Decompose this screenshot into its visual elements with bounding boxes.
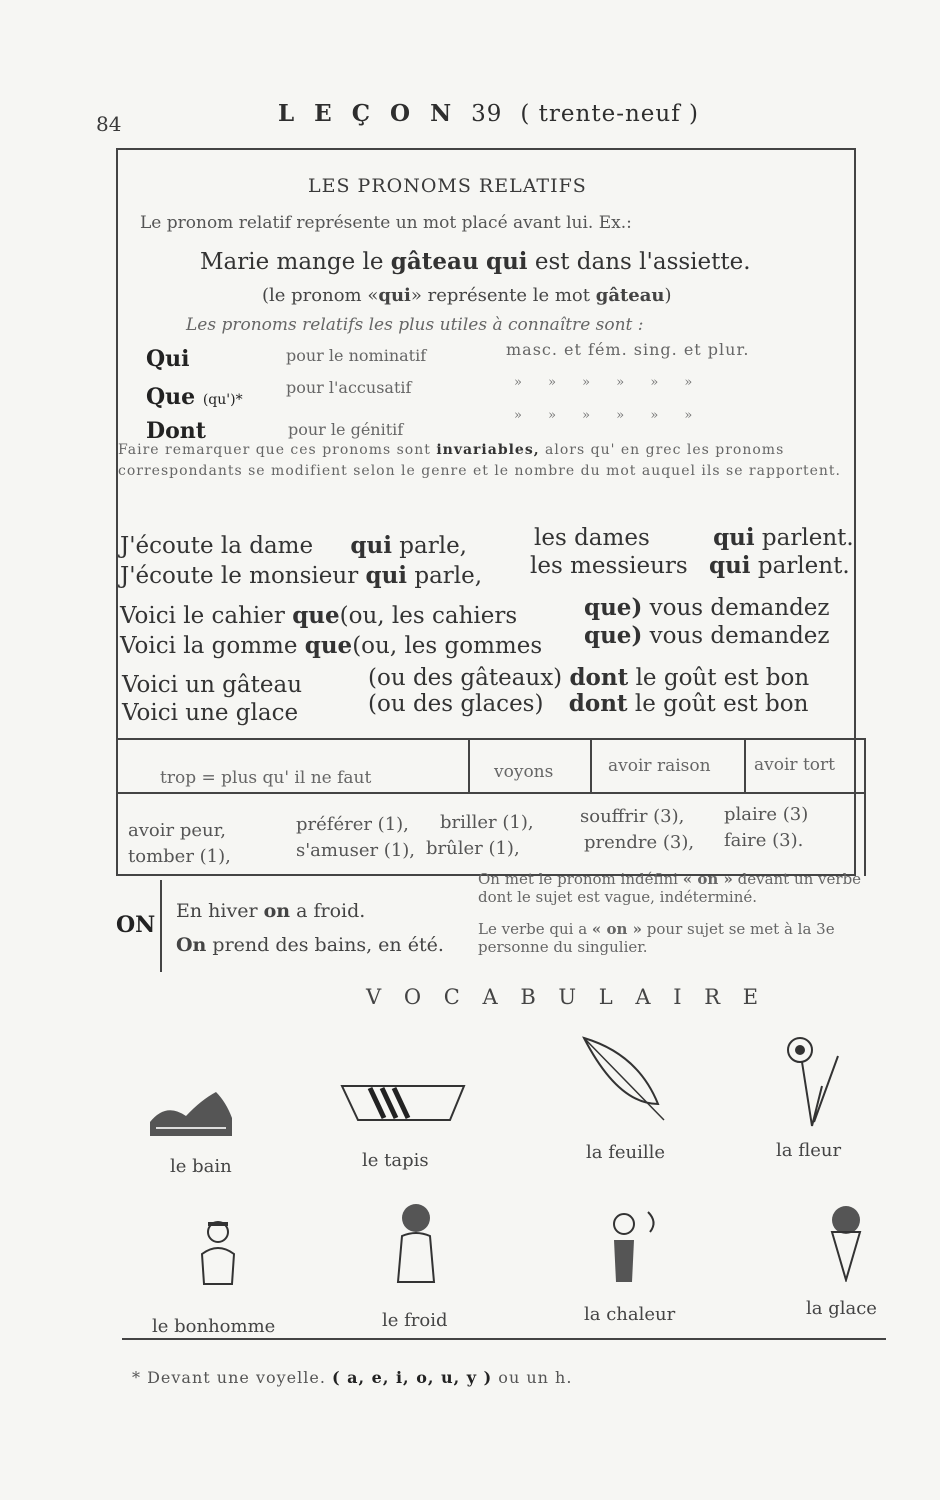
sentence-a-bold: qui bbox=[365, 562, 408, 589]
sentence-a: Voici le cahier bbox=[120, 603, 285, 629]
sentence-row-b bbox=[368, 690, 808, 717]
bath-illustration bbox=[146, 1082, 236, 1142]
sentence-row bbox=[122, 672, 302, 698]
table-cell: avoir raison bbox=[608, 756, 711, 776]
on-example-2 bbox=[176, 934, 444, 956]
on-ex1-pre: En hiver bbox=[176, 900, 264, 922]
note-bold-1: qui bbox=[378, 285, 411, 306]
verb: brûler (1), bbox=[426, 838, 520, 859]
remark-pre: Faire remarquer que ces pronoms sont bbox=[118, 442, 437, 458]
sentence-b-bold: qui bbox=[713, 524, 755, 551]
lesson-number: 39 bbox=[471, 101, 503, 127]
sentence-b-cont: parlent. bbox=[761, 525, 854, 551]
sentence-a-cont: parle, bbox=[399, 533, 467, 559]
on-note-1 bbox=[478, 870, 878, 906]
sentence-a: Voici la gomme bbox=[120, 633, 298, 659]
sentence-b-cont: parlent. bbox=[757, 553, 850, 579]
section-title: LES PRONOMS RELATIFS bbox=[308, 175, 587, 197]
leaf-illustration bbox=[578, 1034, 668, 1124]
sentence-b-bold: que) bbox=[584, 622, 643, 649]
on-note2-bold: « on » bbox=[591, 920, 643, 938]
table-right-border bbox=[864, 738, 866, 876]
sentence-a-cont: (ou des gâteaux) bbox=[368, 665, 563, 691]
sentence-b-cont: le goût est bon bbox=[634, 691, 809, 717]
carpet-illustration bbox=[340, 1082, 468, 1124]
heat-illustration bbox=[600, 1206, 670, 1286]
on-note2-pre: Le verbe qui a bbox=[478, 920, 592, 938]
italic-intro: Les pronoms relatifs les plus utiles à connaître sont : bbox=[186, 315, 644, 335]
table-cell: avoir tort bbox=[754, 755, 835, 775]
example-bold-2: qui bbox=[485, 248, 528, 275]
verb: briller (1), bbox=[440, 812, 534, 833]
vocab-label: la chaleur bbox=[584, 1304, 676, 1325]
pronoun-desc: pour le nominatif bbox=[286, 346, 427, 365]
example-sentence bbox=[200, 248, 751, 275]
example-post: est dans l'assiette. bbox=[527, 249, 751, 275]
sentence-row-b bbox=[368, 664, 809, 691]
verb: plaire (3) bbox=[724, 804, 809, 825]
sentence-a: Voici un gâteau bbox=[122, 672, 303, 698]
brace bbox=[160, 880, 162, 972]
verb: avoir peur, bbox=[128, 820, 226, 841]
sentence-a: J'écoute la dame bbox=[120, 533, 314, 559]
on-note1-bold: « on » bbox=[682, 870, 733, 888]
vocab-label: la glace bbox=[806, 1298, 877, 1319]
sentence-row-b bbox=[584, 594, 830, 621]
on-note1-pre: On met le pronom indéfini bbox=[478, 870, 683, 888]
sentence-b: les dames bbox=[534, 525, 650, 551]
footnote-pre: * Devant une voyelle. bbox=[132, 1368, 332, 1387]
sentence-a-bold: que bbox=[304, 632, 353, 659]
on-example-1 bbox=[176, 900, 365, 922]
sentence-b-bold: que) bbox=[584, 594, 643, 621]
sentence-row bbox=[120, 532, 467, 559]
lesson-number-words: ( trente-neuf ) bbox=[520, 101, 699, 127]
sentence-a-cont: (ou des glaces) bbox=[368, 691, 544, 717]
ice-cream-illustration bbox=[826, 1200, 866, 1282]
pronoun-qui bbox=[146, 346, 190, 372]
pronoun-extra: (qu')* bbox=[202, 392, 243, 408]
sentence-row bbox=[120, 632, 542, 659]
on-note1-post: devant un verbe dont le sujet est vague, indéterminé. bbox=[478, 870, 862, 906]
vocabulary-title: V O C A B U L A I R E bbox=[366, 985, 767, 1009]
example-pre: Marie mange le bbox=[200, 249, 391, 275]
sentence-b-bold: qui bbox=[709, 552, 751, 579]
sentence-row bbox=[120, 602, 517, 629]
table-top-rule bbox=[116, 738, 866, 740]
lesson-word: L E Ç O N bbox=[278, 100, 458, 127]
pronoun-word: Que bbox=[146, 384, 196, 410]
footnote-bold: ( a, e, i, o, u, y ) bbox=[332, 1368, 493, 1387]
snowman-illustration bbox=[188, 1214, 258, 1300]
pronoun-note: masc. et fém. sing. et plur. bbox=[506, 340, 750, 359]
sentence-a-bold: qui bbox=[350, 532, 392, 559]
table-divider bbox=[590, 738, 592, 794]
pronoun-word: Dont bbox=[146, 418, 206, 444]
on-ex2-post: prend des bains, en été. bbox=[206, 934, 444, 956]
verb: tomber (1), bbox=[128, 846, 231, 867]
page-number: 84 bbox=[96, 112, 122, 136]
pronoun-desc: pour le génitif bbox=[288, 420, 404, 439]
example-note bbox=[262, 285, 672, 306]
sentence-row bbox=[122, 700, 298, 726]
pronoun-desc: pour l'accusatif bbox=[286, 378, 412, 397]
table-mid-rule bbox=[116, 792, 866, 794]
verb: préférer (1), bbox=[296, 814, 409, 835]
note-mid: » représente le mot bbox=[410, 285, 596, 306]
example-bold-1: gâteau bbox=[390, 248, 479, 275]
section-intro: Le pronom relatif représente un mot placé avant lui. Ex.: bbox=[140, 213, 632, 233]
on-note-2 bbox=[478, 920, 878, 956]
vocab-label: le froid bbox=[382, 1310, 448, 1331]
lesson-header bbox=[278, 100, 699, 127]
sentence-b-cont: le goût est bon bbox=[635, 665, 810, 691]
vocab-label: la fleur bbox=[776, 1140, 842, 1161]
sentence-a: Voici une glace bbox=[122, 700, 299, 726]
sentence-a: J'écoute le monsieur bbox=[120, 563, 359, 589]
sentence-b: les messieurs bbox=[530, 553, 688, 579]
table-cell: voyons bbox=[494, 762, 554, 782]
vocab-label: le tapis bbox=[362, 1150, 429, 1171]
note-post: ) bbox=[664, 285, 672, 306]
sentence-row-b bbox=[584, 622, 830, 649]
verb: s'amuser (1), bbox=[296, 840, 416, 861]
sentence-a-bold: que bbox=[292, 602, 340, 629]
vocab-label: la feuille bbox=[586, 1142, 666, 1163]
on-label: ON bbox=[116, 912, 156, 938]
footnote-post: ou un h. bbox=[492, 1368, 573, 1387]
on-ex1-post: a froid. bbox=[290, 900, 366, 922]
sentence-row-b bbox=[534, 524, 854, 551]
verb: prendre (3), bbox=[584, 832, 695, 853]
cold-illustration bbox=[376, 1196, 456, 1292]
bottom-rule bbox=[122, 1338, 886, 1340]
remark-post: alors qu' en grec les pronoms correspondants se modifient selon le genre et le nombre du mot auquel ils se rapportent. bbox=[118, 442, 842, 479]
sentence-b-cont: vous demandez bbox=[649, 623, 830, 649]
table-cell: trop = plus qu' il ne faut bbox=[160, 768, 372, 788]
footnote bbox=[132, 1368, 572, 1387]
sentence-a-cont: (ou, les gommes bbox=[352, 633, 543, 659]
pronoun-que bbox=[146, 384, 243, 410]
sentence-b-cont: vous demandez bbox=[649, 595, 830, 621]
ditto-marks: » » » » » » bbox=[514, 408, 693, 423]
verb: souffrir (3), bbox=[580, 806, 685, 827]
on-note2-post: pour sujet se met à la 3e personne du singulier. bbox=[478, 920, 835, 956]
vocab-label: le bain bbox=[170, 1156, 232, 1177]
verb: faire (3). bbox=[724, 830, 804, 851]
sentence-a-cont: parle, bbox=[414, 563, 483, 589]
vocab-label: le bonhomme bbox=[152, 1316, 276, 1337]
sentence-row-b bbox=[530, 552, 850, 579]
sentence-row bbox=[120, 562, 482, 589]
flower-illustration bbox=[772, 1026, 852, 1130]
on-ex2-bold: On bbox=[176, 934, 207, 956]
pronoun-word: Qui bbox=[146, 346, 190, 372]
teacher-remark bbox=[118, 440, 848, 482]
example-mid bbox=[479, 249, 486, 275]
ditto-marks: » » » » » » bbox=[514, 375, 693, 390]
table-divider bbox=[468, 738, 470, 794]
table-divider bbox=[744, 738, 746, 794]
remark-bold: invariables, bbox=[436, 442, 540, 458]
note-pre: (le pronom « bbox=[262, 285, 379, 306]
sentence-b-bold: dont bbox=[568, 690, 628, 717]
sentence-b-bold: dont bbox=[569, 664, 629, 691]
on-ex1-bold: on bbox=[263, 900, 291, 922]
sentence-a-cont: (ou, les cahiers bbox=[339, 603, 518, 629]
note-bold-2: gâteau bbox=[595, 285, 665, 306]
